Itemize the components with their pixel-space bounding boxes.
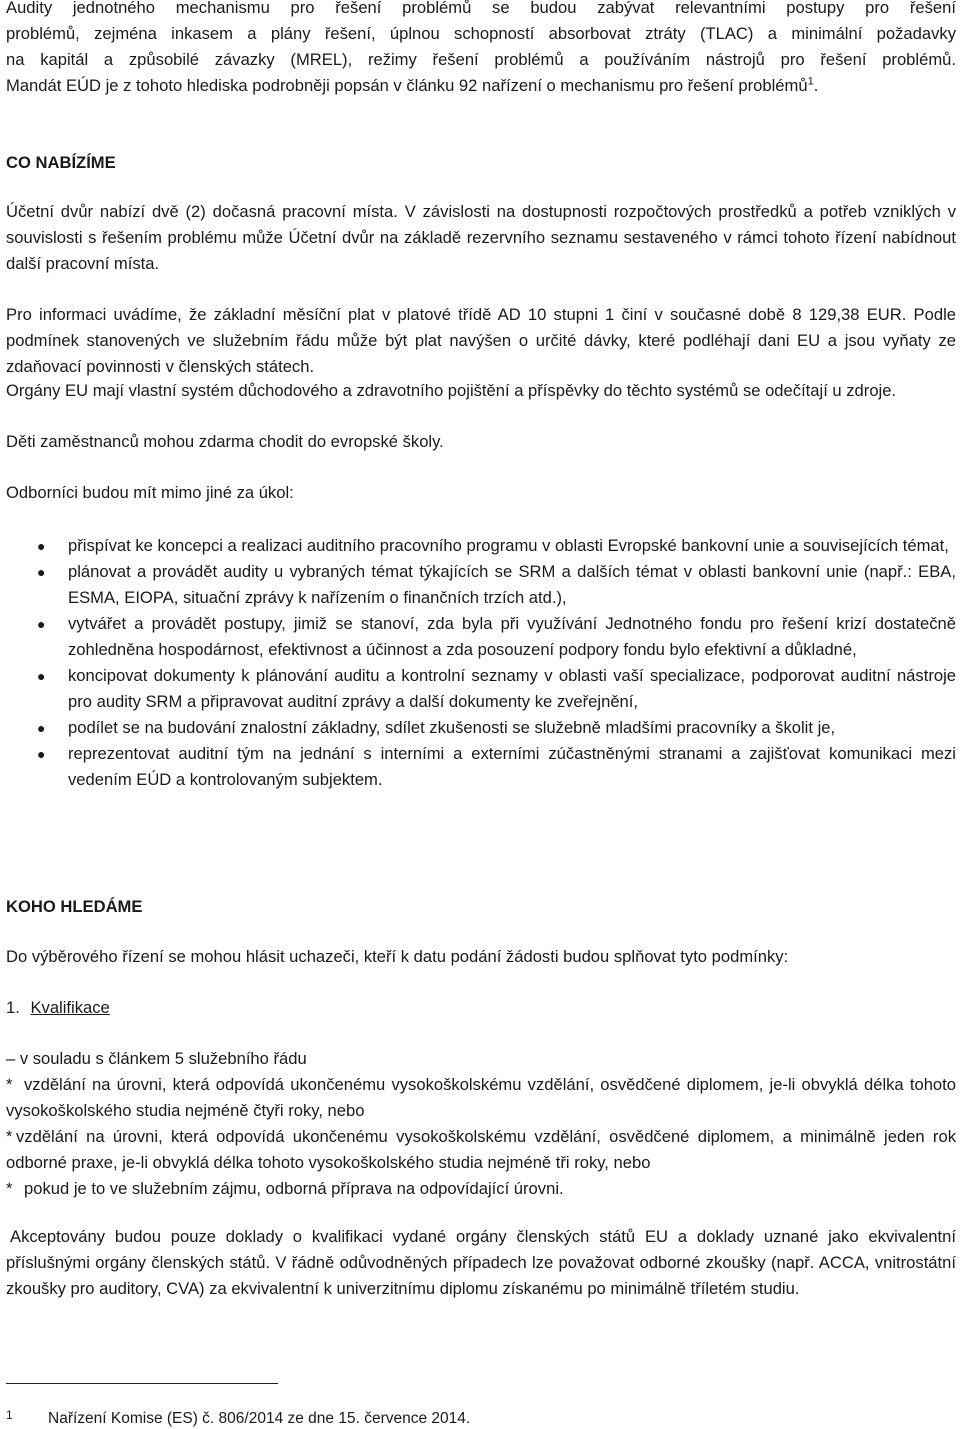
footnote-separator xyxy=(6,1383,278,1384)
tasks-list xyxy=(0,533,956,793)
bullet-dot-icon: ● xyxy=(37,746,46,762)
list-item xyxy=(0,533,956,559)
list-item xyxy=(0,611,956,663)
bullet-dot-icon: ● xyxy=(37,720,46,736)
qualification-heading xyxy=(6,995,110,1021)
seek-intro: Do výběrového řízení se mohou hlásit uchazeči, kteří k datu podání žádosti budou splňovat tyto podmínky: xyxy=(6,947,789,966)
section-heading-seek: KOHO HLEDÁME xyxy=(6,897,143,916)
salary-paragraph: Pro informaci uvádíme, že základní měsíční plat v platové třídě AD 10 stupni 1 činí v současné době 8 129,38 EUR. Podle podmínek stanovených ve služebním řádu může být plat navýšen o určité dávky, které podléhají dani EU a jsou vyňaty ze zdaňovací povinnosti v členských státech. xyxy=(6,305,956,376)
criterion-text: vzdělání na úrovni, která odpovídá ukončenému vysokoškolskému vzdělání, osvědčené diplomem, a minimálně jeden rok odborné praxe, je-li obvyklá délka tohoto vysokoškolského studia nejméně tři roky, nebo xyxy=(6,1127,956,1172)
bullet-dot-icon: ● xyxy=(37,538,46,554)
qualification-number: 1. xyxy=(6,998,20,1017)
qualification-title: Kvalifikace xyxy=(30,998,110,1017)
intro-line-text: Mandát EÚD je z tohoto hlediska podrobněji popsán v článku 92 nařízení o mechanismu pro řešení problémů xyxy=(6,76,808,95)
asterisk-icon: * xyxy=(6,1179,13,1198)
positions-paragraph: Účetní dvůr nabízí dvě (2) dočasná pracovní místa. V závislosti na dostupnosti rozpočtových prostředků a potřeb vzniklých v souvislosti s řešením problému může Účetní dvůr na základě rezervního seznamu sestaveného v rámci tohoto řízení nabídnout další pracovní místa. xyxy=(6,202,956,273)
accepted-paragraph: Akceptovány budou pouze doklady o kvalifikaci vydané orgány členských států EU a doklady uznané jako ekvivalentní příslušnými orgány členských států. V řádně odůvodněných případech lze považovat odborné zkoušky (např. ACCA, vnitrostátní zkoušky pro auditory, CVA) za ekvivalentní k univerzitnímu diplomu získanému po minimálně tříletém studiu. xyxy=(6,1227,956,1298)
bullet-dot-icon: ● xyxy=(37,564,46,580)
task-text: vytvářet a provádět postupy, jimiž se stanoví, zda byla při využívání Jednotného fondu pro řešení krizí dostatečně zohledněna hospodárnost, efektivnost a účinnost a zda posouzení podpory fondu bylo efektivní a důkladné, xyxy=(68,614,956,659)
footnote xyxy=(6,1405,470,1429)
criterion-item xyxy=(6,1072,956,1124)
intro-line xyxy=(6,73,956,99)
list-item xyxy=(0,741,956,793)
bullet-dot-icon: ● xyxy=(37,668,46,684)
criterion-text: vzdělání na úrovni, která odpovídá ukončenému vysokoškolskému vzdělání, osvědčené diplomem, je-li obvyklá délka tohoto vysokoškolského studia nejméně čtyři roky, nebo xyxy=(6,1075,956,1120)
intro-line-end: . xyxy=(813,76,819,95)
tasks-intro: Odborníci budou mít mimo jiné za úkol: xyxy=(6,483,294,502)
footnote-reference[interactable]: 1 xyxy=(807,75,814,88)
pension-paragraph: Orgány EU mají vlastní systém důchodového a zdravotního pojištění a příspěvky do těchto systémů se odečítají u zdroje. xyxy=(6,381,897,400)
list-item xyxy=(0,715,956,741)
section-heading-offer: CO NABÍZÍME xyxy=(6,153,116,172)
task-text: plánovat a provádět audity u vybraných témat týkajících se SRM a dalších témat v oblasti bankovní unie (např.: EBA, ESMA, EIOPA, situační zprávy k nařízením o finančních trzích atd.), xyxy=(68,562,956,607)
list-item xyxy=(0,663,956,715)
school-paragraph: Děti zaměstnanců mohou zdarma chodit do evropské školy. xyxy=(6,432,444,451)
footnote-text: Nařízení Komise (ES) č. 806/2014 ze dne 15. července 2014. xyxy=(48,1410,471,1427)
intro-line: Audity jednotného mechanismu pro řešení problémů se budou zabývat relevantními postupy pro řešení xyxy=(6,0,956,17)
task-text: koncipovat dokumenty k plánování auditu a kontrolní seznamy v oblasti vaší specializace, podporovat auditní nástroje pro audity SRM a připravovat auditní zprávy a další dokumenty ke zveřejnění, xyxy=(68,666,956,711)
intro-paragraph xyxy=(6,0,956,99)
task-text: přispívat ke koncepci a realizaci auditního pracovního programu v oblasti Evropské bankovní unie a souvisejících témat, xyxy=(68,536,949,555)
intro-line: na kapitál a způsobilé závazky (MREL), režimy řešení problémů a používáním nástrojů pro řešení problémů. xyxy=(6,50,956,69)
criteria-list xyxy=(6,1072,956,1202)
criterion-item xyxy=(6,1176,956,1202)
bullet-dot-icon: ● xyxy=(37,616,46,632)
list-item xyxy=(0,559,956,611)
footnote-number: 1 xyxy=(6,1408,13,1422)
task-text: podílet se na budování znalostní základny, sdílet zkušenosti se služebně mladšími pracovníky a školit je, xyxy=(68,718,836,737)
task-text: reprezentovat auditní tým na jednání s interními a externími zúčastněnými stranami a zajišťovat komunikaci mezi vedením EÚD a kontrolovaným subjektem. xyxy=(68,744,956,789)
asterisk-icon: * xyxy=(6,1127,13,1146)
article-reference: – v souladu s článkem 5 služebního řádu xyxy=(6,1049,307,1068)
criterion-item xyxy=(6,1124,956,1176)
asterisk-icon: * xyxy=(6,1075,13,1094)
intro-line: problémů, zejména inkasem a plány řešení, úplnou schopností absorbovat ztráty (TLAC) a minimální požadavky xyxy=(6,24,956,43)
criterion-text: pokud je to ve služebním zájmu, odborná příprava na odpovídající úrovni. xyxy=(24,1179,564,1198)
